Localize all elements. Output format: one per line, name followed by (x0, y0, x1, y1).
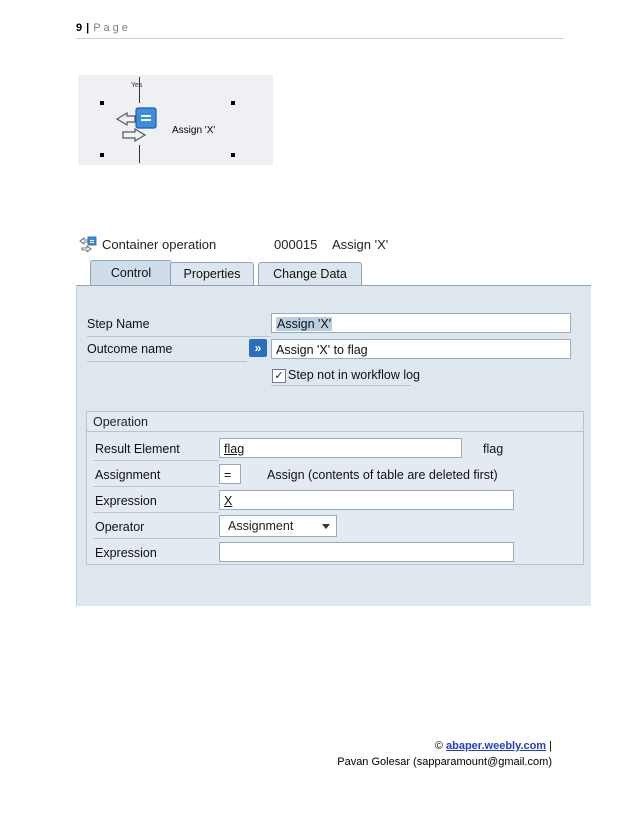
footer-pipe: | (549, 740, 552, 752)
selection-handle (100, 153, 104, 157)
expression-field[interactable] (219, 490, 514, 510)
container-operation-small-icon (79, 236, 97, 252)
step-number: 000015 (274, 237, 318, 252)
divider (271, 385, 411, 386)
divider (93, 486, 219, 487)
result-element-value: flag (224, 442, 245, 456)
page-header (76, 22, 564, 39)
operation-group (86, 411, 584, 565)
expression-2-label: Expression (95, 546, 157, 560)
page-footer (300, 740, 552, 768)
tab-strip (76, 259, 590, 285)
copyright-symbol: © (434, 740, 443, 752)
selection-handle (231, 153, 235, 157)
tab-properties[interactable]: Properties (170, 262, 254, 285)
step-name-label: Step Name (87, 317, 150, 331)
divider (93, 460, 219, 461)
step-name-value: Assign 'X' (277, 317, 332, 331)
workflow-step-thumbnail (78, 75, 273, 165)
assignment-desc: Assign (contents of table are deleted first) (267, 468, 498, 482)
divider (93, 512, 219, 513)
dialog-title-bar (76, 231, 590, 259)
page-number: 9 (76, 22, 84, 34)
outcome-name-field[interactable] (271, 339, 571, 359)
step-not-in-log-label: Step not in workflow log (288, 368, 421, 382)
assignment-label: Assignment (95, 468, 161, 482)
page-word: Page (93, 22, 131, 34)
divider (87, 336, 271, 337)
operator-label: Operator (95, 520, 145, 534)
dialog-title: Container operation (102, 237, 217, 252)
result-element-label: Result Element (95, 442, 180, 456)
operator-dropdown[interactable] (219, 515, 337, 537)
step-not-in-log-checkbox[interactable]: ✓ (272, 369, 286, 383)
tab-change-data[interactable]: Change Data (258, 262, 362, 285)
assignment-field[interactable] (219, 464, 241, 484)
page-header-separator: | (86, 22, 91, 34)
step-title: Assign 'X' (332, 237, 389, 252)
container-operation-dialog (76, 231, 590, 605)
dropdown-arrow-icon (322, 524, 330, 529)
author-line: Pavan Golesar (sapparamount@gmail.com) (337, 756, 552, 768)
step-name-field[interactable] (271, 313, 571, 333)
tab-control[interactable]: Control (90, 260, 172, 286)
site-link[interactable]: abaper.weebly.com (446, 740, 547, 752)
container-operation-icon (115, 105, 167, 149)
result-element-field[interactable] (219, 438, 462, 458)
result-element-desc: flag (483, 442, 504, 456)
operator-value: Assignment (228, 519, 294, 533)
selection-handle (231, 101, 235, 105)
outcome-name-label: Outcome name (87, 342, 173, 356)
step-caption: Assign 'X' (172, 125, 216, 136)
outcome-name-value: Assign 'X' to flag (276, 343, 368, 357)
expression-2-field[interactable] (219, 542, 514, 562)
selection-handle (100, 101, 104, 105)
divider (87, 361, 247, 362)
divider (93, 538, 219, 539)
connector-line-top (139, 77, 140, 103)
operation-group-title: Operation (87, 412, 583, 432)
control-tab-panel (76, 285, 591, 606)
forward-nav-icon[interactable]: » (249, 339, 267, 357)
assignment-value: = (224, 468, 232, 482)
expression-label: Expression (95, 494, 157, 508)
yes-label: Yes (131, 82, 143, 89)
expression-value: X (224, 494, 233, 508)
